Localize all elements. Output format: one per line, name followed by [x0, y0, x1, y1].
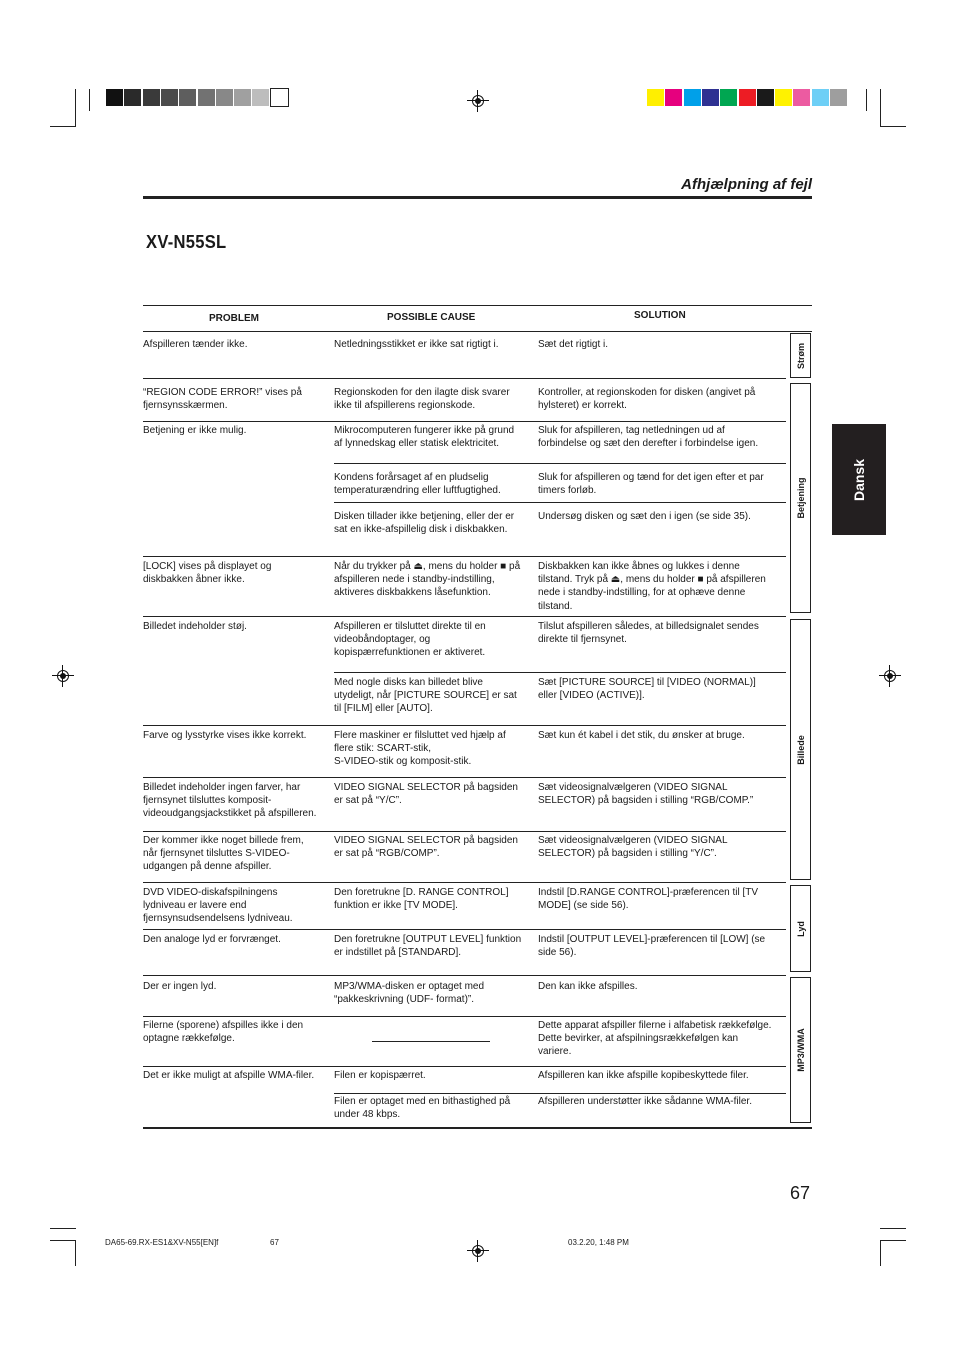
empty-cause-line	[372, 1041, 490, 1042]
table-cell-cause: MP3/WMA-disken er optaget med “pakkeskrivning (UDF- format)”.	[334, 981, 485, 1006]
table-cell-cause: Med nogle disks kan billedet blive utydeligt, når [PICTURE SOURCE] er sat til [FILM] eller [AUTO].	[334, 677, 517, 715]
table-cell-solution: Dette apparat afspiller filerne i alfabetisk rækkefølge. Dette bevirker, at afspilningsrækkefølgen kan variere.	[538, 1020, 772, 1058]
crop-mark	[880, 1240, 881, 1266]
category-label: Billede	[795, 734, 806, 765]
table-cell-solution: Sæt videosignalvælgeren (VIDEO SIGNAL SELECTOR) på bagsiden i stilling “Y/C”.	[538, 835, 728, 860]
table-cell-problem: DVD VIDEO-diskafspilningens lydniveau er lavere end fjernsynsudsendelsens lydniveau.	[143, 887, 293, 925]
table-cell-solution: Sluk for afspilleren og tænd for det igen efter et par timers forløb.	[538, 472, 764, 497]
category-label: Strøm	[795, 342, 806, 369]
table-cell-solution: Sluk for afspilleren, tag netledningen ud af forbindelse og sæt den derefter i forbindelse igen.	[538, 425, 759, 450]
table-cell-cause: Flere maskiner er filsluttet ved hjælp af flere stik: SCART-stik, S-VIDEO-stik og komposit-stik.	[334, 730, 506, 768]
table-cell-cause: Mikrocomputeren fungerer ikke på grund af lynnedskag eller statisk elektricitet.	[334, 425, 515, 450]
table-cell-cause: VIDEO SIGNAL SELECTOR på bagsiden er sat på “RGB/COMP”.	[334, 835, 518, 860]
gray-swatch	[198, 89, 215, 106]
header-bottom-rule	[143, 331, 812, 332]
category-box	[790, 977, 811, 1123]
color-swatch	[812, 89, 829, 106]
table-cell-solution: Sæt kun ét kabel i det stik, du ønsker at bruge.	[538, 730, 745, 741]
row-divider	[143, 616, 786, 617]
table-cell-solution: Den kan ikke afspilles.	[538, 981, 638, 992]
table-cell-problem: Betjening er ikke mulig.	[143, 425, 247, 436]
table-cell-solution: Kontroller, at regionskoden for disken (angivet på hylsteret) er korrekt.	[538, 387, 756, 412]
crop-mark	[880, 1240, 906, 1241]
table-top-rule	[143, 305, 812, 306]
color-swatch	[665, 89, 682, 106]
table-cell-solution: Sæt videosignalvælgeren (VIDEO SIGNAL SELECTOR) på bagsiden i stilling “RGB/COMP.”	[538, 782, 754, 807]
crop-mark	[880, 1228, 906, 1229]
column-header-solution: SOLUTION	[634, 310, 686, 321]
table-bottom-rule	[143, 1127, 812, 1129]
table-cell-cause: VIDEO SIGNAL SELECTOR på bagsiden er sat på “Y/C”.	[334, 782, 518, 807]
gray-swatch	[124, 89, 141, 106]
language-tab-label: Dansk	[851, 458, 867, 501]
row-divider	[143, 556, 786, 557]
column-header-problem: PROBLEM	[209, 313, 259, 324]
language-tab	[832, 424, 886, 535]
table-cell-solution: Undersøg disken og sæt den i igen (se side 35).	[538, 511, 751, 522]
color-swatch	[830, 89, 847, 106]
crop-mark	[50, 1240, 76, 1241]
row-divider	[334, 463, 786, 464]
table-cell-problem: Der er ingen lyd.	[143, 981, 217, 992]
row-divider	[143, 378, 786, 379]
table-cell-solution: Sæt [PICTURE SOURCE] til [VIDEO (NORMAL)] eller [VIDEO (ACTIVE)].	[538, 677, 756, 702]
color-swatch	[775, 89, 792, 106]
footer-page: 67	[270, 1238, 279, 1247]
table-cell-solution: Diskbakken kan ikke åbnes og lukkes i denne tilstand. Tryk på ⏏, mens du holder ■ på afspilleren nede i standby-indstilling, for at ophæve denne tilstand.	[538, 561, 766, 612]
color-swatch	[739, 89, 756, 106]
row-divider	[143, 777, 786, 778]
title-rule	[143, 196, 812, 199]
table-cell-problem: Filerne (sporene) afspilles ikke i den optagne rækkefølge.	[143, 1020, 304, 1045]
row-divider	[143, 929, 786, 930]
crop-mark	[75, 1240, 76, 1266]
table-cell-cause: Filen er optaget med en bithastighed på under 48 kbps.	[334, 1096, 511, 1121]
category-label: MP3/WMA	[795, 1028, 806, 1072]
registration-mark-icon	[55, 668, 71, 684]
table-cell-problem: “REGION CODE ERROR!” vises på fjernsynsskærmen.	[143, 387, 302, 412]
registration-mark-icon	[470, 93, 486, 109]
category-box	[790, 383, 811, 613]
column-header-cause: POSSIBLE CAUSE	[387, 312, 476, 323]
table-cell-cause: Netledningsstikket er ikke sat rigtigt i.	[334, 339, 499, 350]
table-cell-problem: Billedet indeholder ingen farver, har fjernsynet tilsluttes komposit- videoudgangsjackstikket på afspilleren.	[143, 782, 317, 820]
section-title: Afhjælpning af fejl	[681, 176, 812, 193]
table-cell-solution: Indstil [D.RANGE CONTROL]-præferencen til [TV MODE] (se side 56).	[538, 887, 759, 912]
category-box	[790, 885, 811, 972]
model-title: XV-N55SL	[146, 232, 227, 252]
table-cell-cause: Filen er kopispærret.	[334, 1070, 426, 1081]
color-swatch	[757, 89, 774, 106]
table-cell-cause: Den foretrukne [OUTPUT LEVEL] funktion er indstillet på [STANDARD].	[334, 934, 522, 959]
registration-mark-icon	[470, 1243, 486, 1259]
category-label: Lyd	[795, 920, 806, 937]
row-divider	[334, 1093, 786, 1094]
row-divider	[334, 672, 786, 673]
table-cell-solution: Afspilleren understøtter ikke sådanne WMA-filer.	[538, 1096, 752, 1107]
table-cell-problem: Det er ikke muligt at afspille WMA-filer.	[143, 1070, 315, 1081]
gray-swatch	[161, 89, 178, 106]
row-divider	[143, 421, 786, 422]
crop-mark	[89, 89, 90, 111]
row-divider	[143, 1066, 786, 1067]
color-swatch	[647, 89, 664, 106]
category-box	[790, 619, 811, 880]
color-swatch	[702, 89, 719, 106]
row-divider	[143, 975, 786, 976]
row-divider	[143, 831, 786, 832]
table-cell-problem: Der kommer ikke noget billede frem, når fjernsynet tilsluttes S-VIDEO- udgangen på denne afspiller.	[143, 835, 304, 873]
table-cell-problem: Afspilleren tænder ikke.	[143, 339, 248, 350]
gray-swatch	[143, 89, 160, 106]
gray-swatch	[179, 89, 196, 106]
table-cell-problem: [LOCK] vises på displayet og diskbakken åbner ikke.	[143, 561, 272, 586]
color-swatch	[684, 89, 701, 106]
table-cell-cause: Disken tillader ikke betjening, eller der er sat en ikke-afspillelig disk i diskbakken.	[334, 511, 515, 536]
crop-mark	[50, 1228, 76, 1229]
footer-file: DA65-69.RX-ES1&XV-N55[EN]f	[105, 1238, 219, 1247]
row-divider	[143, 882, 786, 883]
table-cell-cause: Når du trykker på ⏏, mens du holder ■ på afspilleren nede i standby-indstilling, aktiveres diskbakkens låsefunktion.	[334, 561, 521, 599]
table-cell-problem: Billedet indeholder støj.	[143, 621, 247, 632]
page-number: 67	[790, 1183, 811, 1203]
gray-swatch	[234, 89, 251, 106]
table-cell-solution: Afspilleren kan ikke afspille kopibeskyttede filer.	[538, 1070, 749, 1081]
gray-swatch	[106, 89, 123, 106]
table-cell-solution: Tilslut afspilleren således, at billedsignalet sendes direkte til fjernsynet.	[538, 621, 759, 646]
crop-mark	[880, 89, 881, 127]
table-cell-cause: Afspilleren er tilsluttet direkte til en videobåndoptager, og kopispærrefunktionen er aktiveret.	[334, 621, 486, 659]
color-swatch	[793, 89, 810, 106]
color-swatch	[720, 89, 737, 106]
category-box	[790, 333, 811, 378]
crop-mark	[866, 89, 867, 111]
gray-swatch	[216, 89, 233, 106]
gray-swatch	[271, 89, 288, 106]
row-divider	[143, 1016, 786, 1017]
footer-timestamp: 03.2.20, 1:48 PM	[568, 1238, 629, 1247]
crop-mark	[880, 126, 906, 127]
category-label: Betjening	[795, 477, 806, 519]
row-divider	[143, 725, 786, 726]
row-divider	[334, 502, 786, 503]
table-cell-cause: Regionskoden for den ilagte disk svarer ikke til afspillerens regionskode.	[334, 387, 510, 412]
table-cell-problem: Farve og lysstyrke vises ikke korrekt.	[143, 730, 307, 741]
gray-swatch	[252, 89, 269, 106]
crop-mark	[50, 126, 76, 127]
table-cell-cause: Den foretrukne [D. RANGE CONTROL] funktion er ikke [TV MODE].	[334, 887, 509, 912]
table-cell-problem: Den analoge lyd er forvrænget.	[143, 934, 281, 945]
table-cell-cause: Kondens forårsaget af en pludselig temperaturændring eller luftfugtighed.	[334, 472, 501, 497]
registration-mark-icon	[882, 668, 898, 684]
table-cell-solution: Sæt det rigtigt i.	[538, 339, 609, 350]
table-cell-solution: Indstil [OUTPUT LEVEL]-præferencen til [LOW] (se side 56).	[538, 934, 766, 959]
crop-mark	[75, 89, 76, 127]
